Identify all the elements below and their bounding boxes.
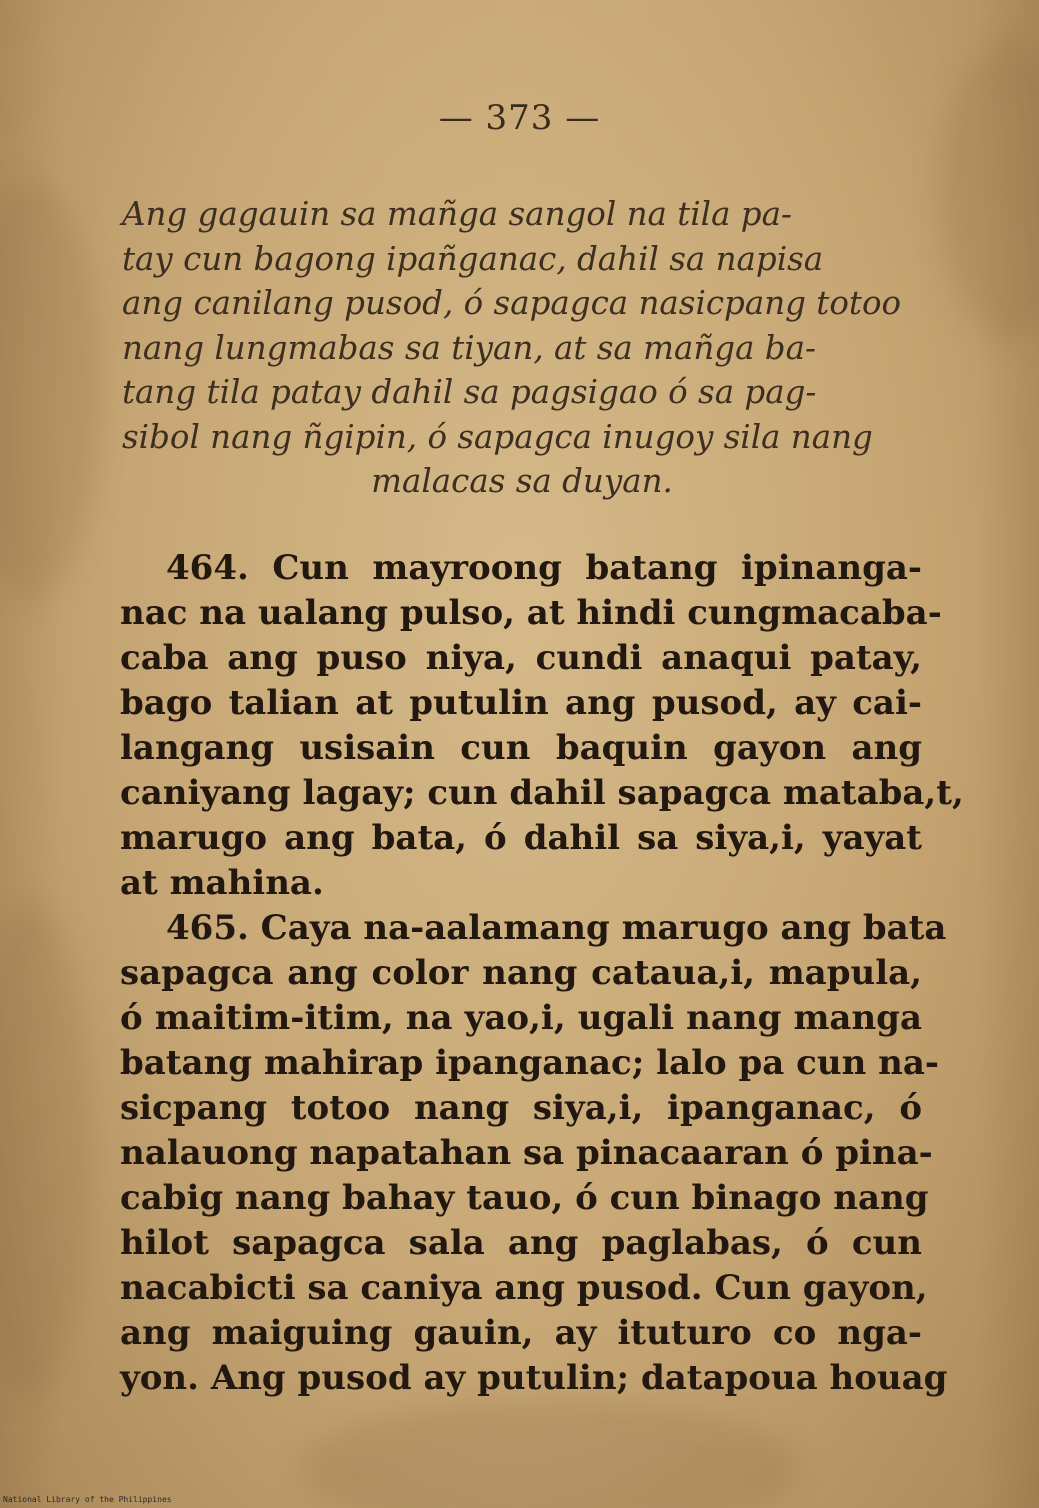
text-line: marugo ang bata, ó dahil sa siya,i, yayat [120, 818, 922, 858]
text-line: cabig nang bahay tauo, ó cun binago nang [120, 1178, 929, 1218]
paper-stain [0, 180, 100, 600]
paragraph-464 [120, 546, 964, 906]
page-number: — 373 — [438, 98, 601, 138]
heading-line: nang lungmabas sa tiyan, at sa mañga ba- [122, 328, 816, 367]
text-line: sicpang totoo nang siya,i, ipanganac, ó [120, 1088, 922, 1128]
text-line: nalauong napatahan sa pinacaaran ó pina- [120, 1133, 933, 1173]
library-credit: National Library of the Philippines [3, 1495, 172, 1504]
paper-stain [300, 1400, 800, 1508]
text-line: batang mahirap ipanganac; lalo pa cun na- [120, 1043, 940, 1083]
text-line: at mahina. [120, 863, 324, 903]
text-line: sapagca ang color nang cataua,i, mapula, [120, 953, 922, 993]
paper-stain [940, 40, 1039, 340]
section-heading [122, 192, 922, 504]
text-line: hilot sapagca sala ang paglabas, ó cun [120, 1223, 922, 1263]
text-line: 464. Cun mayroong batang ipinanga- [166, 548, 922, 588]
heading-line: sibol nang ñgipin, ó sapagca inugoy sila nang [122, 417, 873, 456]
paper-stain [0, 900, 90, 1400]
text-line: caniyang lagay; cun dahil sapagca mataba,t, [120, 773, 964, 813]
body-text [120, 546, 964, 1401]
text-line: nac na ualang pulso, at hindi cungmacaba- [120, 593, 942, 633]
text-line: bago talian at putulin ang pusod, ay cai- [120, 683, 922, 723]
text-line: yon. Ang pusod ay putulin; datapoua houag [120, 1358, 948, 1398]
heading-line: tang tila patay dahil sa pagsigao ó sa pag- [122, 373, 817, 411]
paragraph-465 [120, 906, 948, 1401]
heading-line: Ang gagauin sa mañga sangol na tila pa- [122, 195, 792, 233]
text-line: nacabicti sa caniya ang pusod. Cun gayon, [120, 1268, 928, 1308]
heading-line: ang canilang pusod, ó sapagca nasicpang totoo [122, 284, 902, 322]
text-line: ang maiguing gauin, ay ituturo co nga- [120, 1313, 922, 1353]
heading-line: malacas sa duyan. [371, 462, 673, 500]
text-line: 465. Caya na-aalamang marugo ang bata [166, 908, 947, 948]
text-line: langang usisain cun baquin gayon ang [120, 728, 922, 768]
heading-line: tay cun bagong ipañganac, dahil sa napisa [122, 239, 824, 278]
text-line: caba ang puso niya, cundi anaqui patay, [120, 638, 922, 678]
text-line: ó maitim-itim, na yao,i, ugali nang manga [120, 998, 922, 1038]
